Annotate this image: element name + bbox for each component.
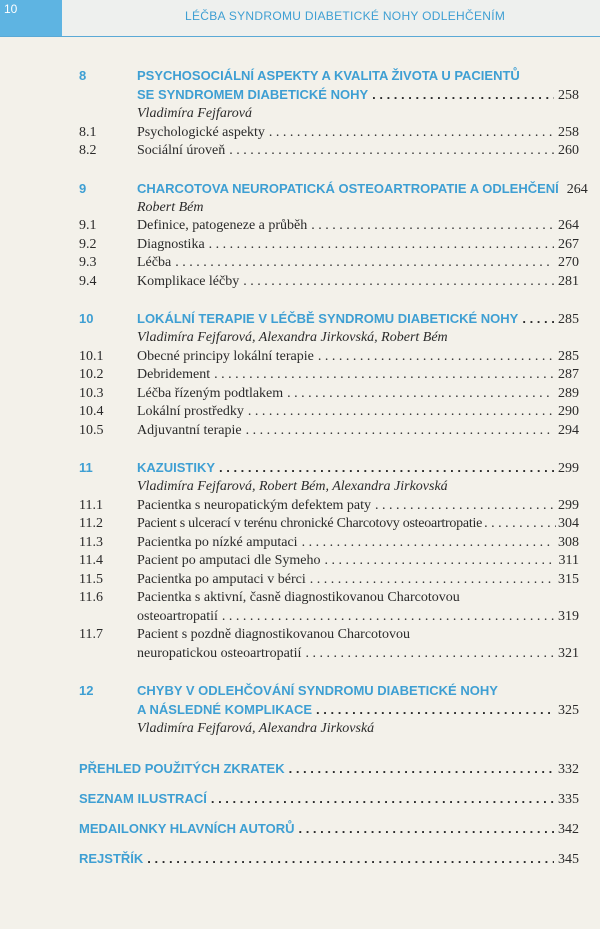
toc-entry[interactable]: [79, 626, 579, 645]
section-number: 11.3: [79, 534, 103, 550]
section-title: Sociální úroveň: [137, 143, 226, 158]
chapter-title: PSYCHOSOCIÁLNÍ ASPEKTY A KVALITA ŽIVOTA U PACIENTŮ: [137, 68, 520, 83]
chapter-heading[interactable]: [79, 179, 588, 199]
section-title: Pacient s ulcerací v terénu chronické Charcotovy osteoartropatie: [137, 516, 483, 531]
leader-dots: [298, 819, 554, 838]
section-number: 11.7: [79, 627, 103, 642]
section-title: Pacient po amputaci dle Symeho: [137, 553, 321, 568]
section-page: 285: [558, 348, 579, 364]
chapter-heading[interactable]: [79, 66, 579, 85]
toc-entry[interactable]: [79, 589, 579, 608]
section-title: Léčba řízeným podtlakem: [137, 385, 284, 401]
leader-dots: [269, 124, 554, 143]
leader-dots: [372, 85, 554, 104]
chapter-page: 285: [558, 312, 579, 327]
leader-dots: [222, 608, 554, 627]
appendix-title: SEZNAM ILUSTRACÍ: [79, 790, 207, 806]
appendix-title: REJSTŘÍK: [79, 850, 144, 866]
toc-entry[interactable]: [79, 552, 579, 571]
chapter-12: [79, 681, 579, 739]
chapter-page: 258: [558, 88, 579, 103]
appendix-page: 335: [558, 791, 579, 807]
section-title: Debridement: [137, 367, 211, 382]
leader-dots: [219, 458, 554, 477]
appendix-page: 345: [558, 851, 579, 867]
toc-entry[interactable]: [79, 515, 579, 534]
section-page: 264: [558, 218, 579, 233]
section-title: Diagnostika: [137, 236, 205, 252]
section-number: 9.2: [79, 236, 97, 252]
leader-dots: [522, 309, 554, 328]
chapter-number: 11: [79, 460, 93, 475]
section-number: 8.1: [79, 124, 97, 140]
leader-dots: [147, 849, 554, 868]
toc-entry[interactable]: [79, 273, 579, 292]
leader-dots: [211, 789, 554, 808]
section-number: 11.1: [79, 497, 103, 513]
running-title: LÉČBA SYNDROMU DIABETICKÉ NOHY ODLEHČENÍM: [185, 9, 506, 23]
section-page: 287: [558, 367, 579, 382]
chapter-title-line2: A NÁSLEDNÉ KOMPLIKACE: [137, 702, 313, 717]
section-page: 294: [558, 422, 579, 438]
toc-entry[interactable]: [79, 497, 579, 516]
section-page: 319: [558, 608, 579, 624]
section-number: 10.5: [79, 422, 104, 438]
section-number: 10.2: [79, 367, 104, 382]
appendix-page: 342: [558, 821, 579, 837]
leader-dots: [310, 571, 554, 590]
chapter-authors: Robert Bém: [137, 199, 204, 215]
toc-entry[interactable]: [79, 571, 579, 590]
leader-dots: [209, 236, 554, 255]
leader-dots: [214, 366, 554, 385]
section-number: 10.3: [79, 385, 104, 401]
toc-entry[interactable]: [79, 534, 579, 553]
leader-dots: [289, 759, 554, 778]
toc-entry[interactable]: [79, 124, 579, 143]
section-number: 11.5: [79, 571, 103, 587]
leader-dots: [243, 273, 554, 292]
section-page: 289: [558, 385, 579, 401]
section-number: 11.4: [79, 553, 103, 568]
chapter-authors: Vladimíra Fejfarová, Alexandra Jirkovská: [137, 721, 375, 736]
toc-entry[interactable]: [79, 254, 579, 273]
chapter-11: [79, 458, 579, 663]
section-page: 258: [558, 124, 579, 140]
toc-entry-cont[interactable]: [79, 645, 579, 664]
appendix-entry[interactable]: [79, 789, 579, 809]
chapter-title: CHYBY V ODLEHČOVÁNÍ SYNDROMU DIABETICKÉ NOHY: [137, 683, 498, 698]
section-page: 290: [558, 404, 579, 419]
chapter-page: 299: [558, 461, 579, 476]
toc-entry[interactable]: [79, 422, 579, 441]
appendix-entry[interactable]: [79, 819, 579, 839]
chapter-authors: Vladimíra Fejfarová, Alexandra Jirkovská, Robert Bém: [137, 330, 448, 345]
leader-dots: [302, 534, 554, 553]
chapter-authors: Vladimíra Fejfarová: [137, 106, 252, 121]
chapter-heading[interactable]: [79, 458, 579, 478]
section-title: Lokální prostředky: [137, 404, 244, 419]
section-page: 304: [558, 516, 579, 531]
table-of-contents: [79, 66, 588, 869]
chapter-heading[interactable]: [79, 309, 579, 329]
leader-dots: [305, 645, 554, 664]
section-number: 8.2: [79, 143, 97, 158]
toc-entry[interactable]: [79, 142, 579, 161]
chapter-heading-cont[interactable]: [79, 85, 579, 105]
section-page: 311: [558, 553, 579, 568]
appendix-title: MEDAILONKY HLAVNÍCH AUTORŮ: [79, 820, 295, 836]
page-number: 10: [0, 0, 62, 36]
section-number: 9.3: [79, 255, 97, 270]
appendix-entry[interactable]: [79, 849, 579, 869]
appendix-entry[interactable]: [79, 759, 579, 779]
section-title: Pacientka s neuropatickým defektem paty: [137, 497, 372, 513]
section-title: Pacientka po amputaci v bérci: [137, 571, 306, 587]
section-title: Adjuvantní terapie: [137, 422, 242, 438]
section-number: 11.2: [79, 516, 103, 531]
chapter-title: CHARCOTOVA NEUROPATICKÁ OSTEOARTROPATIE A ODLEHČENÍ: [137, 180, 559, 196]
section-title: Pacientka s aktivní, časně diagnostikovanou Charcotovou: [137, 590, 460, 605]
toc-entry-cont[interactable]: [79, 608, 579, 627]
section-title: Komplikace léčby: [137, 273, 240, 289]
leader-dots: [229, 142, 554, 161]
section-page: 308: [558, 534, 579, 550]
section-title: Pacient s pozdně diagnostikovanou Charcotovou: [137, 627, 410, 642]
chapter-heading-cont[interactable]: [79, 700, 579, 720]
chapter-title: LOKÁLNÍ TERAPIE V LÉČBĚ SYNDROMU DIABETICKÉ NOHY: [137, 311, 519, 326]
chapter-page: 325: [558, 703, 579, 718]
chapter-10: [79, 309, 579, 440]
section-title-line2: neuropatickou osteoartropatií: [137, 645, 302, 661]
section-page: 270: [558, 255, 579, 270]
section-number: 10.1: [79, 348, 104, 364]
section-page: 321: [558, 645, 579, 661]
leader-dots: [316, 700, 554, 719]
running-header: [0, 0, 600, 37]
chapter-authors: Vladimíra Fejfarová, Robert Bém, Alexandra Jirkovská: [137, 479, 448, 494]
toc-entry[interactable]: [79, 403, 579, 422]
section-page: 299: [558, 497, 579, 513]
section-number: 10.4: [79, 404, 104, 419]
chapter-8: [79, 66, 579, 161]
leader-dots: [246, 422, 554, 441]
leader-dots: [248, 403, 554, 422]
chapter-heading[interactable]: [79, 681, 579, 700]
appendix-title: PŘEHLED POUŽITÝCH ZKRATEK: [79, 760, 285, 776]
leader-dots: [311, 217, 554, 236]
section-page: 267: [558, 236, 579, 252]
toc-entry[interactable]: [79, 385, 579, 404]
chapter-number: 8: [79, 68, 87, 83]
toc-entry[interactable]: [79, 236, 579, 255]
chapter-page: 264: [566, 181, 588, 197]
chapter-title: KAZUISTIKY: [137, 460, 215, 475]
section-title: Definice, patogeneze a průběh: [137, 218, 308, 233]
leader-dots: [325, 552, 555, 571]
section-page: 281: [558, 273, 579, 289]
section-number: 9.4: [79, 273, 97, 289]
leader-dots: [375, 497, 554, 516]
chapter-number: 12: [79, 683, 94, 698]
leader-dots: [318, 348, 554, 367]
section-page: 315: [558, 571, 579, 587]
leader-dots: [287, 385, 554, 404]
section-title-line2: osteoartropatií: [137, 608, 218, 624]
appendix-page: 332: [558, 761, 579, 777]
chapter-number: 10: [79, 311, 94, 326]
section-page: 260: [558, 143, 579, 158]
toc-entry[interactable]: [79, 348, 579, 367]
toc-entry[interactable]: [79, 217, 579, 236]
leader-dots: [175, 254, 554, 273]
section-title: Léčba: [137, 255, 172, 270]
section-number: 11.6: [79, 590, 103, 605]
section-title: Obecné principy lokální terapie: [137, 348, 314, 364]
chapter-number: 9: [79, 180, 87, 196]
chapter-title-line2: SE SYNDROMEM DIABETICKÉ NOHY: [137, 87, 369, 102]
leader-dots: [484, 515, 556, 534]
toc-entry[interactable]: [79, 366, 579, 385]
section-title: Pacientka po nízké amputaci: [137, 534, 298, 550]
section-number: 9.1: [79, 218, 97, 233]
section-title: Psychologické aspekty: [137, 124, 265, 140]
chapter-9: [79, 179, 588, 292]
